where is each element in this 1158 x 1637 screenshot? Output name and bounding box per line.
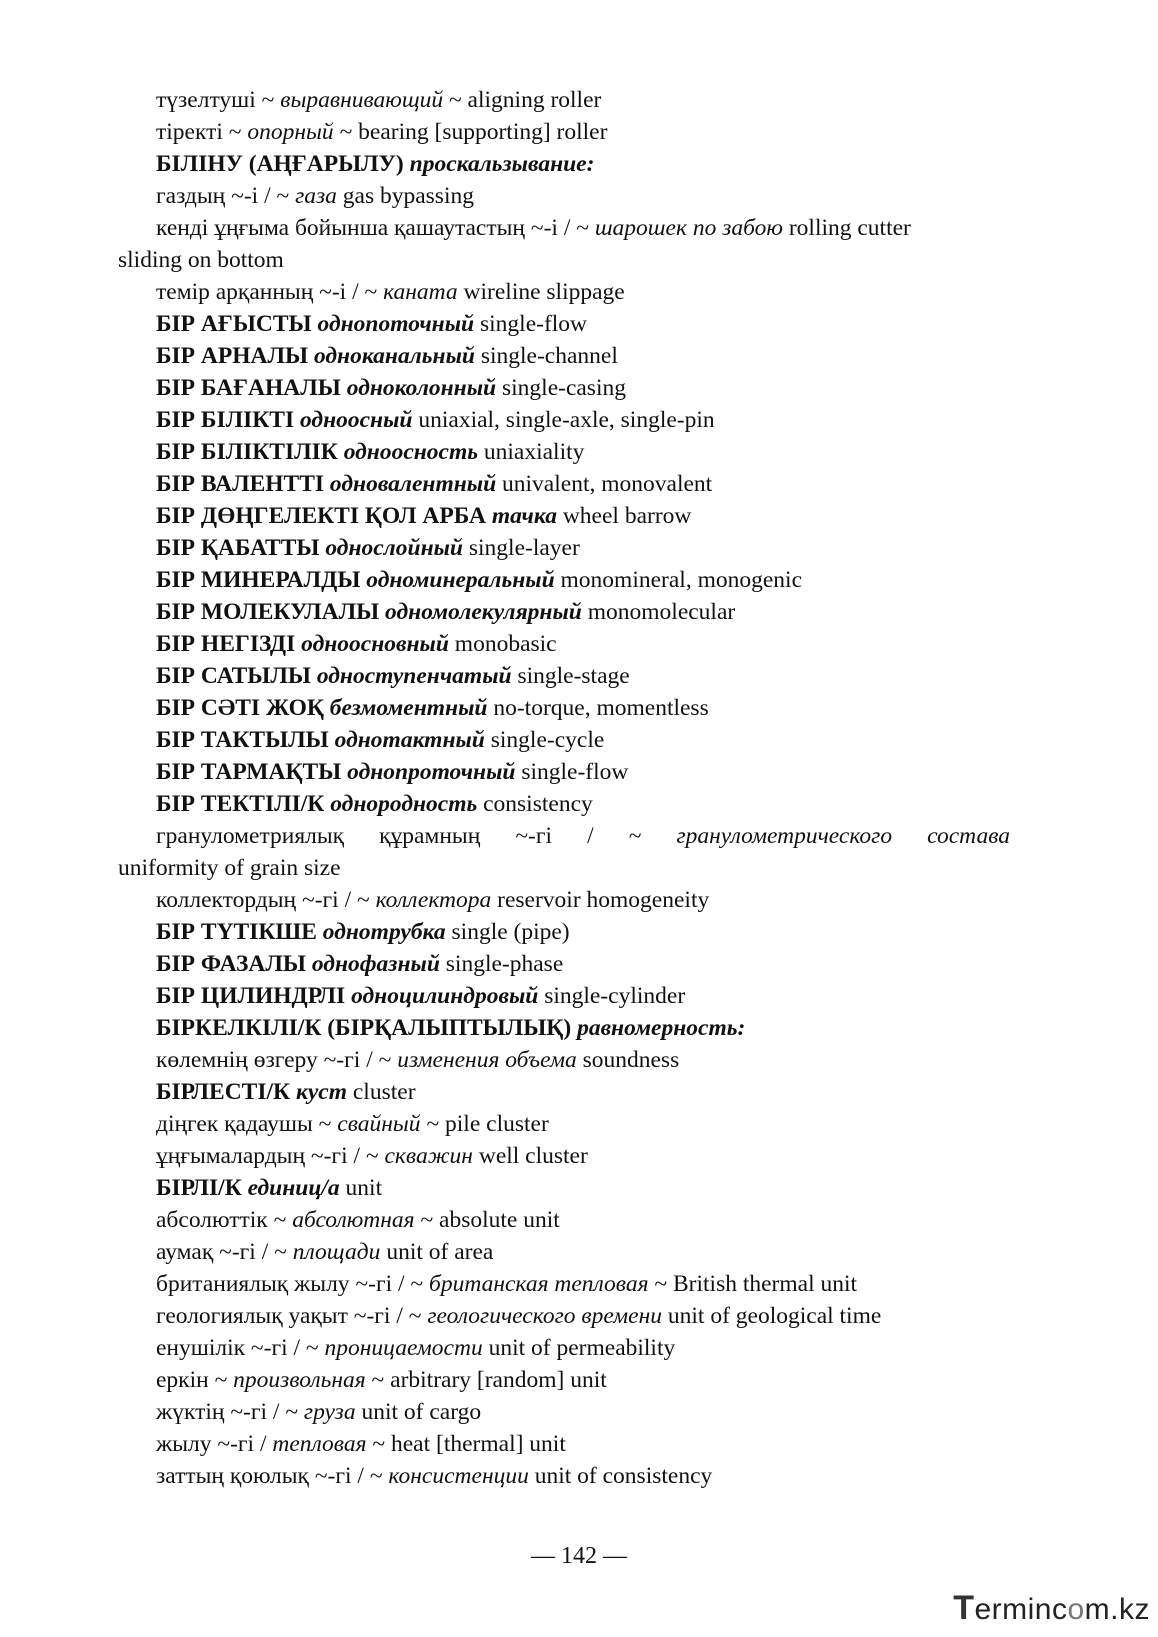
translation-text: single-cycle <box>484 727 605 753</box>
kazakh-headword: БІР СӘТІ ЖОҚ <box>156 695 330 721</box>
dictionary-entry-line <box>118 692 1010 724</box>
dictionary-entry-line <box>118 948 1010 980</box>
russian-headword: одноцилиндровый <box>351 983 539 1009</box>
translation-text: тіректі ~ <box>156 119 248 145</box>
kazakh-headword: БІР АРНАЛЫ <box>156 343 314 369</box>
dictionary-entry-line <box>118 372 1010 404</box>
russian-headword: одноступенчатый <box>316 663 512 689</box>
kazakh-headword: БІР ҚАБАТТЫ <box>156 535 326 561</box>
russian-term: произвольная <box>233 1367 366 1393</box>
translation-text: gas bypassing <box>336 183 474 209</box>
russian-term: каната <box>383 279 458 305</box>
translation-text: single (pipe) <box>445 919 570 945</box>
dictionary-entry-line <box>118 340 1010 372</box>
translation-text: абсолюттік ~ <box>156 1207 293 1233</box>
russian-headword: одноосный <box>299 407 413 433</box>
dictionary-entry-line <box>118 1108 1010 1140</box>
russian-headword: однотактный <box>334 727 485 753</box>
dictionary-entry-line <box>118 884 1010 916</box>
dictionary-entry-line <box>118 1076 1010 1108</box>
kazakh-headword: БІР ТАКТЫЛЫ <box>156 727 335 753</box>
page-number: — 142 — <box>531 1543 627 1569</box>
translation-text: ұңғымалардың ~-гі / ~ <box>156 1143 385 1169</box>
kazakh-headword: БІР ФАЗАЛЫ <box>156 951 312 977</box>
russian-term: проницаемости <box>324 1335 483 1361</box>
russian-headword: однопоточный <box>317 311 475 337</box>
translation-text: ~ British thermal unit <box>648 1271 858 1297</box>
kazakh-headword: БІР ЦИЛИНДРЛІ <box>156 983 352 1009</box>
russian-headword: одноканальный <box>313 343 475 369</box>
dictionary-entry-line <box>118 180 1010 212</box>
translation-text: кенді ұңғыма бойынша қашаутастың ~-і / ~ <box>156 215 595 241</box>
dictionary-entry-line <box>118 788 1010 820</box>
dictionary-entry-line <box>118 1300 1010 1332</box>
translation-text: consistency <box>477 791 593 817</box>
kazakh-headword: БІРЛЕСТІ/К <box>156 1079 296 1105</box>
translation-text: жылу ~-гі / <box>156 1431 273 1457</box>
russian-headword: одноколонный <box>346 375 497 401</box>
kazakh-headword: БІРКЕЛКІЛІ/К (БІРҚАЛЫПТЫЛЫҚ) <box>156 1015 578 1041</box>
dictionary-entry-line <box>118 1236 1010 1268</box>
russian-term: площади <box>292 1239 381 1265</box>
translation-text: uniaxiality <box>478 439 585 465</box>
dictionary-entry-line <box>118 116 1010 148</box>
translation-text: коллектордың ~-гі / ~ <box>156 887 376 913</box>
kazakh-headword: БІР БІЛІКТІ <box>156 407 300 433</box>
kazakh-headword: БІР БІЛІКТІЛІК <box>156 439 344 465</box>
russian-headword: одноосность <box>343 439 479 465</box>
russian-term: изменения объема <box>397 1047 577 1073</box>
dictionary-entry-line <box>118 532 1010 564</box>
russian-term: британская тепловая <box>429 1271 649 1297</box>
translation-text: monobasic <box>448 631 557 657</box>
dictionary-entry-line <box>118 276 1010 308</box>
dictionary-entry-line <box>118 1332 1010 1364</box>
translation-text: single-casing <box>496 375 626 401</box>
translation-text: темір арқанның ~-і / ~ <box>156 279 384 305</box>
dictionary-entry-line <box>118 500 1010 532</box>
dictionary-entry-line <box>118 1204 1010 1236</box>
dictionary-entry-line <box>118 756 1010 788</box>
russian-headword: тачка <box>491 503 557 529</box>
kazakh-headword: БІР МОЛЕКУЛАЛЫ <box>156 599 386 625</box>
kazakh-headword: БІР ДӨҢГЕЛЕКТІ ҚОЛ АРБА <box>156 503 492 529</box>
russian-term: опорный <box>247 119 334 145</box>
russian-headword: однофазный <box>311 951 440 977</box>
translation-text: британиялық жылу ~-гі / ~ <box>156 1271 429 1297</box>
translation-text: cluster <box>347 1079 416 1105</box>
translation-text: uniaxial, single-axle, single-pin <box>412 407 715 433</box>
translation-text: soundness <box>576 1047 680 1073</box>
dictionary-entry-line <box>118 916 1010 948</box>
translation-text: well cluster <box>472 1143 588 1169</box>
translation-text: ~ aligning roller <box>443 87 602 113</box>
dictionary-entry-line <box>118 468 1010 500</box>
translation-text: single-flow <box>515 759 629 785</box>
russian-headword: одноминеральный <box>366 567 555 593</box>
kazakh-headword: БІР БАҒАНАЛЫ <box>156 375 347 401</box>
dictionary-entry-line <box>118 1364 1010 1396</box>
dictionary-entry-line <box>118 852 1010 884</box>
translation-text: monomolecular <box>581 599 736 625</box>
russian-headword: одноосновный <box>301 631 449 657</box>
russian-term: консистенции <box>388 1463 529 1489</box>
dictionary-entry-line <box>118 1172 1010 1204</box>
translation-text: single-stage <box>511 663 630 689</box>
dictionary-entry-line <box>118 660 1010 692</box>
dictionary-entry-line <box>118 436 1010 468</box>
translation-text: unit of cargo <box>355 1399 482 1425</box>
watermark-text-b: m.kz <box>1084 1593 1150 1626</box>
translation-text: univalent, monovalent <box>496 471 713 497</box>
kazakh-headword: БІР МИНЕРАЛДЫ <box>156 567 367 593</box>
translation-text: unit of consistency <box>528 1463 713 1489</box>
russian-headword: безмоментный <box>329 695 488 721</box>
translation-text: sliding on bottom <box>118 247 284 273</box>
russian-headword: одномолекулярный <box>385 599 582 625</box>
russian-term: груза <box>303 1399 356 1425</box>
russian-term: выравнивающий <box>280 87 444 113</box>
russian-headword: однотрубка <box>322 919 446 945</box>
translation-text: заттың қоюлық ~-гі / ~ <box>156 1463 389 1489</box>
dictionary-entries <box>118 84 1010 1492</box>
russian-term: коллектора <box>375 887 492 913</box>
kazakh-headword: БІР ТҮТІКШЕ <box>156 919 323 945</box>
russian-term: абсолютная <box>292 1207 415 1233</box>
translation-text: uniformity of grain size <box>118 855 341 881</box>
translation-text: unit <box>339 1175 383 1201</box>
kazakh-headword: БІР ВАЛЕНТТІ <box>156 471 330 497</box>
translation-text: еркін ~ <box>156 1367 234 1393</box>
dictionary-entry-line <box>118 724 1010 756</box>
translation-text: түзелтуші ~ <box>156 87 281 113</box>
russian-headword: единиц/а <box>247 1175 340 1201</box>
dictionary-entry-line <box>118 1428 1010 1460</box>
russian-headword: равномерность: <box>577 1015 746 1041</box>
russian-term: шарошек по забою <box>594 215 783 241</box>
kazakh-headword: БІР САТЫЛЫ <box>156 663 317 689</box>
translation-text: single-flow <box>474 311 588 337</box>
translation-text: single-cylinder <box>538 983 686 1009</box>
translation-text: ~ absolute unit <box>414 1207 560 1233</box>
dictionary-entry-line <box>118 84 1010 116</box>
translation-text: ~ bearing [supporting] roller <box>333 119 608 145</box>
russian-headword: одновалентный <box>329 471 497 497</box>
translation-text: wheel barrow <box>556 503 692 529</box>
russian-term: геологического времени <box>427 1303 663 1329</box>
russian-term: газа <box>295 183 337 209</box>
translation-text: reservoir homogeneity <box>491 887 710 913</box>
kazakh-headword: БІР АҒЫСТЫ <box>156 311 318 337</box>
translation-text: газдың ~-і / ~ <box>156 183 296 209</box>
dictionary-entry-line <box>118 596 1010 628</box>
translation-text: көлемнің өзгеру ~-гі / ~ <box>156 1047 398 1073</box>
translation-text: аумақ ~-гі / ~ <box>156 1239 293 1265</box>
russian-headword: проскальзывание: <box>409 151 595 177</box>
kazakh-headword: БІР ТЕКТІЛІ/К <box>156 791 331 817</box>
translation-text: single-phase <box>439 951 564 977</box>
dictionary-entry-line <box>118 244 1010 276</box>
dictionary-entry-line <box>118 404 1010 436</box>
dictionary-entry-line <box>118 820 1010 852</box>
kazakh-headword: БІРЛІ/К <box>156 1175 248 1201</box>
dictionary-entry-line <box>118 1044 1010 1076</box>
translation-text: гранулометриялық құрамның ~-гі / ~ <box>156 823 677 849</box>
translation-text: жүктің ~-гі / ~ <box>156 1399 304 1425</box>
watermark-text-a: erminc <box>974 1593 1068 1626</box>
dictionary-entry-line <box>118 1140 1010 1172</box>
kazakh-headword: БІР НЕГІЗДІ <box>156 631 302 657</box>
dictionary-entry-line <box>118 628 1010 660</box>
russian-headword: однородность <box>330 791 478 817</box>
translation-text: monomineral, monogenic <box>554 567 803 593</box>
translation-text: rolling cutter <box>782 215 911 241</box>
kazakh-headword: БІР ТАРМАҚТЫ <box>156 759 348 785</box>
russian-headword: однослойный <box>325 535 463 561</box>
russian-term: гранулометрического состава <box>676 823 1010 849</box>
watermark-t: T <box>953 1589 975 1627</box>
translation-text: ~ pile cluster <box>420 1111 549 1137</box>
russian-term: свайный <box>337 1111 421 1137</box>
translation-text: ~ arbitrary [random] unit <box>365 1367 607 1393</box>
translation-text: single-layer <box>463 535 580 561</box>
translation-text: single-channel <box>474 343 618 369</box>
russian-headword: однопроточный <box>347 759 516 785</box>
dictionary-entry-line <box>118 1012 1010 1044</box>
termincom-watermark-logo <box>953 1588 1150 1628</box>
translation-text: діңгек қадаушы ~ <box>156 1111 338 1137</box>
dictionary-entry-line <box>118 1460 1010 1492</box>
kazakh-headword: БІЛІНУ (АҢҒАРЫЛУ) <box>156 151 410 177</box>
translation-text: геологиялық уақыт ~-гі / ~ <box>156 1303 428 1329</box>
dictionary-entry-line <box>118 212 1010 244</box>
dictionary-entry-line <box>118 308 1010 340</box>
watermark-o: o <box>1067 1593 1085 1626</box>
translation-text: unit of geological time <box>662 1303 882 1329</box>
translation-text: енушілік ~-гі / ~ <box>156 1335 325 1361</box>
translation-text: unit of area <box>380 1239 494 1265</box>
translation-text: no-torque, momentless <box>487 695 709 721</box>
russian-term: скважин <box>384 1143 473 1169</box>
dictionary-entry-line <box>118 980 1010 1012</box>
dictionary-entry-line <box>118 564 1010 596</box>
translation-text: unit of permeability <box>482 1335 676 1361</box>
translation-text: wireline slippage <box>457 279 625 305</box>
russian-headword: куст <box>295 1079 347 1105</box>
dictionary-entry-line <box>118 1268 1010 1300</box>
russian-term: тепловая <box>272 1431 367 1457</box>
dictionary-entry-line <box>118 1396 1010 1428</box>
dictionary-entry-line <box>118 148 1010 180</box>
translation-text: ~ heat [thermal] unit <box>366 1431 566 1457</box>
